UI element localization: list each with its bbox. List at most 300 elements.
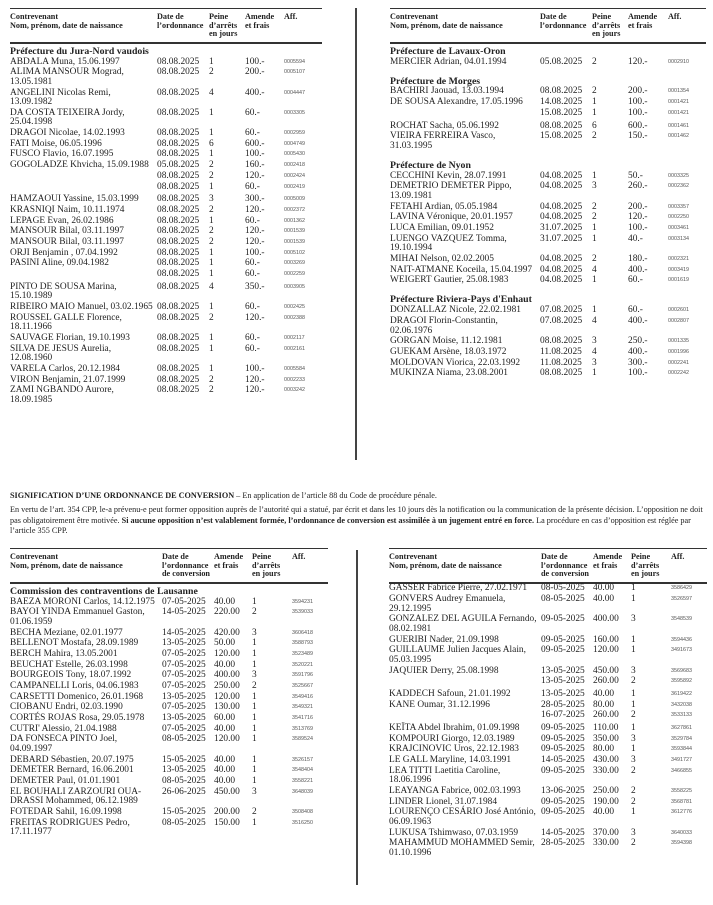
entry-col3: 3 <box>252 627 257 638</box>
entry-aff: 0003269 <box>284 260 305 267</box>
entry-aff: 0002388 <box>284 314 305 321</box>
entry-aff: 0002117 <box>284 334 305 341</box>
entry-aff: 3533133 <box>671 712 692 719</box>
entry-col3: 350.- <box>245 281 265 292</box>
entry-date: 09-05-2025 <box>541 765 585 776</box>
entry-aff: 3606418 <box>292 629 313 636</box>
entry-date: 08.08.2025 <box>157 258 200 269</box>
contrevenant-name: VIEIRA FERREIRA Vasco, 31.03.1995 <box>390 131 496 151</box>
entry-aff: 3627861 <box>671 725 692 732</box>
entry-date: 13-06-2025 <box>541 786 585 797</box>
entry-date: 08.08.2025 <box>157 107 200 118</box>
entry-aff: 0005430 <box>284 151 305 158</box>
entry-aff: 0004447 <box>284 89 305 96</box>
table-row <box>10 302 322 313</box>
entry-aff: 0002242 <box>668 370 689 377</box>
table-row <box>10 660 328 671</box>
section-title: Commission des contraventions de Lausanne <box>10 585 198 597</box>
contrevenant-name <box>10 171 157 182</box>
table-row <box>10 671 328 682</box>
entry-col3: 2 <box>252 680 257 691</box>
entry-col2: 4 <box>592 264 597 275</box>
entry-col3: 1 <box>252 817 257 828</box>
contrevenant-name: KANE Oumar, 31.12.1996 <box>389 699 490 710</box>
table-row <box>390 276 706 287</box>
entry-col2: 40.00 <box>593 594 615 605</box>
entry-col2: 1 <box>209 363 214 374</box>
entry-col3: 1 <box>252 691 257 702</box>
entry-date: 08.08.2025 <box>157 343 200 354</box>
contrevenant-name: WEIGERT Gautier, 25.08.1983 <box>390 275 509 286</box>
entry-col2: 1 <box>209 128 214 139</box>
section-heading <box>390 152 706 171</box>
header-label: Contrevenant <box>390 12 439 21</box>
contrevenant-name: VIRON Benjamin, 21.07.1999 <box>10 374 126 385</box>
table-row <box>10 313 322 333</box>
entry-col2: 250.00 <box>214 680 240 691</box>
entry-date: 15.08.2025 <box>540 107 583 118</box>
contrevenant-name: GUEKAM Arsène, 18.03.1972 <box>390 346 507 357</box>
entry-col2: 420.00 <box>214 627 240 638</box>
header-label: Peine <box>592 12 612 21</box>
entry-date: 14-05-2025 <box>162 607 206 618</box>
entry-aff: 0005594 <box>284 58 305 65</box>
table-row <box>10 195 322 206</box>
header-peine <box>592 9 628 43</box>
entry-col3: 1 <box>631 645 636 656</box>
entry-col2: 1 <box>592 170 597 181</box>
entry-date: 07-05-2025 <box>162 680 206 691</box>
entry-aff: 3595892 <box>671 678 692 685</box>
entry-col3: 100.- <box>245 56 265 67</box>
contrevenant-name: ALIMA MANSOUR Mograd, 13.05.1981 <box>10 67 124 87</box>
entry-col3: 60.- <box>245 302 260 312</box>
entry-aff: 3523489 <box>292 650 313 657</box>
table-row <box>390 132 706 152</box>
entry-aff: 3591796 <box>292 672 313 679</box>
table-row <box>389 635 707 646</box>
entry-col3: 1 <box>631 688 636 699</box>
entry-aff: 3619422 <box>671 690 692 697</box>
entry-aff: 0001996 <box>668 348 689 355</box>
entry-date: 08.08.2025 <box>157 385 200 396</box>
entry-date: 08.08.2025 <box>157 170 200 181</box>
header-label: Peine <box>252 552 272 561</box>
entry-date: 09-05-2025 <box>541 796 585 807</box>
entry-date: 04.08.2025 <box>540 181 583 192</box>
entry-date: 08.08.2025 <box>157 204 200 215</box>
entry-date: 28-05-2025 <box>541 838 585 849</box>
entry-date: 07-05-2025 <box>162 670 206 681</box>
contrevenant-name: MERCIER Adrian, 04.01.1994 <box>390 56 507 67</box>
section-title: Préfecture de Morges <box>390 75 481 87</box>
entry-col3: 120.- <box>245 236 265 247</box>
entry-col3: 1 <box>252 776 257 787</box>
entry-date: 09-05-2025 <box>541 723 585 734</box>
table-row <box>10 205 322 216</box>
table-jura-nord-vaudois <box>10 8 322 406</box>
contrevenant-name: CARSETTI Domenico, 26.01.1968 <box>10 691 144 702</box>
contrevenant-name: KRAJCINOVIC Uros, 22.12.1983 <box>389 744 519 755</box>
contrevenant-name: KRASNIQI Naim, 10.11.1974 <box>10 204 125 215</box>
contrevenant-name: JAQUIER Derry, 25.08.1998 <box>389 665 499 676</box>
contrevenant-name: KADDECH Safoun, 21.01.1992 <box>389 688 511 699</box>
notice-title-rest: – En application de l’article 88 du Code de procédure pénale. <box>234 491 437 500</box>
entry-col3: 2 <box>631 765 636 776</box>
entry-date: 31.07.2025 <box>540 223 583 233</box>
table-row <box>10 608 328 628</box>
header-amende <box>593 549 631 583</box>
entry-col3: 250.- <box>628 336 648 347</box>
entry-date: 08.08.2025 <box>540 368 583 379</box>
contrevenant-name: BOURGEOIS Tony, 18.07.1992 <box>10 670 132 681</box>
entry-aff: 0003305 <box>284 109 305 116</box>
entry-aff: 0002321 <box>668 255 689 262</box>
contrevenant-name <box>390 108 540 121</box>
entry-aff: 0002233 <box>284 376 305 383</box>
entry-col2: 450.00 <box>214 786 240 797</box>
table-row <box>390 202 706 213</box>
entry-col3: 1 <box>252 702 257 713</box>
table-row <box>10 282 322 302</box>
header-label: Contrevenant <box>10 12 59 21</box>
entry-date: 05.08.2025 <box>157 160 200 171</box>
header-label: et frais <box>214 560 239 570</box>
entry-col3: 200.- <box>245 67 265 78</box>
table-row <box>10 818 328 838</box>
entry-col3: 100.- <box>628 223 648 233</box>
contrevenant-name: LE GALL Maryline, 14.03.1991 <box>389 755 512 766</box>
header-label: de conversion <box>162 569 210 579</box>
entry-date: 08.08.2025 <box>540 86 583 97</box>
entry-col2: 330.00 <box>593 838 619 849</box>
header-label: l’ordonnance <box>540 20 587 30</box>
contrevenant-name <box>389 711 541 724</box>
header-date <box>540 9 592 43</box>
contrevenant-name: LUENGO VAZQUEZ Tomma, 19.10.1994 <box>390 233 507 254</box>
entry-aff: 3526597 <box>671 596 692 603</box>
entry-col3: 2 <box>631 676 636 687</box>
table-row <box>389 756 707 767</box>
entry-date: 11.08.2025 <box>540 357 582 368</box>
entry-date: 09-05-2025 <box>541 807 585 818</box>
contrevenant-name: LINDER Lionel, 31.07.1984 <box>389 796 498 807</box>
entry-date: 26-06-2025 <box>162 786 206 797</box>
contrevenant-name: LEA TITTI Laetitia Caroline, 18.06.1996 <box>389 765 501 786</box>
notice-heading <box>10 491 710 502</box>
entry-col2: 2 <box>592 201 597 212</box>
section-heading <box>390 43 706 57</box>
table-row <box>10 182 322 195</box>
notice-text: En vertu de l’art. 354 CPP, le-a prévenu-e peut former opposition auprès de l’autorité qui a statué, par écrit et dans les 10 jours dès la notification ou la communication de la présente décision. L’opposition ne doit pas obligatoirement être motivée. <box>10 504 703 525</box>
header-label: en jours <box>631 569 660 579</box>
contrevenant-name: GONZALEZ DEL AGUILA Fernando, 08.02.1981 <box>389 614 537 634</box>
table-row <box>10 787 328 807</box>
table-row <box>10 248 322 259</box>
entry-aff: 3549416 <box>292 693 313 700</box>
header-label: Aff. <box>292 552 306 561</box>
entry-col2: 120.00 <box>214 691 240 702</box>
entry-col2: 2 <box>592 86 597 97</box>
entry-date: 08.08.2025 <box>157 226 200 237</box>
entry-col2: 2 <box>592 56 597 67</box>
header-label: Contrevenant <box>10 552 59 561</box>
entry-col2: 6 <box>592 120 597 131</box>
entry-col2: 80.00 <box>593 699 615 710</box>
entry-col2: 1 <box>209 181 214 192</box>
entry-col3: 600.- <box>245 138 265 149</box>
entry-aff: 3569683 <box>671 667 692 674</box>
entry-date: 31.07.2025 <box>540 233 583 244</box>
table-row <box>389 615 707 635</box>
table-row <box>389 711 707 724</box>
entry-date: 08.08.2025 <box>540 120 583 131</box>
contrevenant-name: CUTRI' Alessio, 21.04.1988 <box>10 723 117 734</box>
entry-date: 08.08.2025 <box>157 138 200 149</box>
entry-aff: 0003325 <box>668 172 689 179</box>
table-header <box>10 549 328 583</box>
entry-col2: 120.00 <box>214 734 240 745</box>
contrevenant-name: FETAHI Ardian, 05.05.1984 <box>390 201 498 212</box>
entry-col3: 60.- <box>245 269 260 280</box>
header-date <box>157 9 209 43</box>
table-row <box>389 723 707 734</box>
entry-col2: 40.00 <box>214 659 236 670</box>
entry-col3: 3 <box>252 786 257 797</box>
table-row <box>390 213 706 224</box>
entry-col3: 2 <box>252 607 257 618</box>
table-row <box>390 265 706 276</box>
contrevenant-name: FUSCO Flavio, 16.07.1995 <box>10 149 114 160</box>
contrevenant-name: GONVERS Audrey Emanuela, 29.12.1995 <box>389 594 506 614</box>
table-row <box>389 839 707 859</box>
contrevenant-name <box>10 182 157 195</box>
entry-date: 08.08.2025 <box>157 181 200 192</box>
entry-aff: 3612776 <box>671 809 692 816</box>
header-label: en jours <box>592 29 621 39</box>
entry-aff: 0001462 <box>668 133 689 140</box>
entry-col2: 200.00 <box>214 807 240 818</box>
entry-col3: 1 <box>631 723 636 734</box>
entry-date: 14-05-2025 <box>162 627 206 638</box>
table-header <box>390 9 706 43</box>
entry-col3: 1 <box>252 754 257 765</box>
entry-date: 07.08.2025 <box>540 315 583 326</box>
table-header <box>10 9 322 43</box>
entry-date: 07-05-2025 <box>162 723 206 734</box>
entry-col3: 60.- <box>245 258 260 269</box>
entry-aff: 3568781 <box>671 798 692 805</box>
header-aff <box>671 549 707 583</box>
contrevenant-name: GORGAN Moise, 11.12.1981 <box>390 336 503 347</box>
entry-col2: 2 <box>592 131 597 142</box>
table-row <box>390 358 706 369</box>
entry-col3: 50.- <box>628 170 643 181</box>
entry-aff: 3594231 <box>292 598 313 605</box>
contrevenant-name: DEMETER Paul, 01.01.1901 <box>10 776 121 787</box>
entry-aff: 0003461 <box>668 225 689 231</box>
entry-col2: 1 <box>209 343 214 354</box>
entry-col3: 120.- <box>245 374 265 385</box>
entry-col2: 450.00 <box>593 665 619 676</box>
entry-col2: 400.00 <box>593 614 619 625</box>
entry-col2: 4 <box>592 315 597 326</box>
entry-aff: 0004749 <box>284 140 305 147</box>
contrevenant-name: MIHAI Nelson, 02.02.2005 <box>390 253 494 264</box>
entry-aff: 0002910 <box>668 58 689 65</box>
entry-date: 11.08.2025 <box>540 346 582 357</box>
table-row <box>10 681 328 692</box>
table-row <box>390 98 706 109</box>
entry-aff: 0003242 <box>284 387 305 394</box>
entry-aff: 0001461 <box>668 122 689 129</box>
contrevenant-name: DE SOUSA Alexandre, 17.05.1996 <box>390 97 523 108</box>
contrevenant-name: LOURENÇO CESÁRIO José António, 06.09.1963 <box>389 807 536 828</box>
header-contrevenant <box>389 549 541 583</box>
entry-aff: 0002959 <box>284 130 305 137</box>
contrevenant-name: ORJI Benjamin , 07.04.1992 <box>10 247 118 258</box>
table-header <box>389 549 707 583</box>
header-aff <box>668 9 706 43</box>
entry-date: 04.08.2025 <box>540 264 583 275</box>
entry-col2: 110.00 <box>593 723 619 734</box>
contrevenant-name: MANSOUR Bilal, 03.11.1997 <box>10 236 124 247</box>
entry-aff: 0001619 <box>668 277 689 284</box>
entry-col3: 100.- <box>628 107 648 118</box>
table-row <box>10 216 322 227</box>
contrevenant-name: BAEZA MORONI Carlos, 14.12.1975 <box>10 596 155 607</box>
entry-col2: 330.00 <box>593 765 619 776</box>
entry-date: 14-05-2025 <box>541 755 585 766</box>
entry-col2: 190.00 <box>593 796 619 807</box>
entry-date: 04.08.2025 <box>540 275 583 286</box>
entry-col3: 2 <box>631 786 636 797</box>
entry-aff: 0002250 <box>668 214 689 221</box>
entry-aff: 3516250 <box>292 819 313 826</box>
table-row <box>389 583 707 595</box>
entry-col3: 3 <box>631 733 636 744</box>
header-label: Amende <box>628 12 658 21</box>
header-contrevenant <box>390 9 540 43</box>
entry-date: 09-05-2025 <box>541 614 585 625</box>
entry-col2: 2 <box>592 253 597 264</box>
entry-col2: 260.00 <box>593 676 619 687</box>
contrevenant-name: FREITAS RODRIGUES Pedro, 17.11.1977 <box>10 817 130 838</box>
entry-col2: 2 <box>209 160 214 171</box>
contrevenant-name: EL BOUHALI ZARZOURI OUA-DRASSI Mohammed, 06.12.1989 <box>10 786 142 807</box>
entry-col3: 1 <box>631 699 636 710</box>
header-label: Amende <box>214 552 244 561</box>
entry-date: 09-05-2025 <box>541 744 585 755</box>
header-date <box>162 549 214 583</box>
entry-col2: 80.00 <box>593 744 615 755</box>
entry-aff: 3594398 <box>671 840 692 847</box>
header-aff <box>284 9 322 43</box>
entry-col3: 1 <box>252 734 257 745</box>
entry-date: 08.08.2025 <box>157 332 200 343</box>
entry-date: 04.08.2025 <box>540 212 583 223</box>
entry-date: 16-07-2025 <box>541 710 585 721</box>
contrevenant-name: ANGELINI Nicolas Remi, 13.09.1982 <box>10 87 111 108</box>
entry-date: 07-05-2025 <box>162 648 206 659</box>
table-row <box>10 227 322 238</box>
entry-col2: 120.00 <box>593 645 619 656</box>
table-row <box>10 766 328 777</box>
header-peine <box>631 549 671 583</box>
entry-aff: 0001539 <box>284 228 305 235</box>
entry-date: 07.08.2025 <box>540 305 583 316</box>
contrevenant-name: ZAMI NGBANDO Aurore, 18.09.1985 <box>10 385 114 405</box>
entry-aff: 3588793 <box>292 640 313 647</box>
contrevenant-name: MUKINZA Niama, 23.08.2001 <box>390 368 508 379</box>
table-row <box>10 171 322 182</box>
contrevenant-name: ROCHAT Sacha, 05.06.1992 <box>390 120 499 131</box>
entry-col3: 60.- <box>245 181 260 192</box>
contrevenant-name: CIOBANU Endri, 02.03.1990 <box>10 702 123 713</box>
header-label: l’ordonnance <box>162 560 209 570</box>
entry-date: 14.08.2025 <box>540 97 583 108</box>
entry-col3: 60.- <box>245 128 260 139</box>
entry-date: 13-05-2025 <box>541 676 585 687</box>
entry-col3: 1 <box>631 583 636 594</box>
entry-col2: 150.00 <box>214 817 240 828</box>
entry-col3: 400.- <box>628 315 648 326</box>
header-label: Date de <box>541 552 568 561</box>
entry-col3: 150.- <box>628 131 648 142</box>
header-label: Contrevenant <box>389 552 438 561</box>
entry-col3: 2 <box>252 807 257 818</box>
entry-col2: 1 <box>209 269 214 280</box>
section-heading <box>10 583 328 597</box>
entry-date: 15-05-2025 <box>162 754 206 765</box>
contrevenant-name: GUERIBI Nader, 21.09.1998 <box>389 634 499 645</box>
table-conversion-lausanne-1 <box>10 548 328 838</box>
entry-aff: 0005584 <box>284 365 305 372</box>
entry-date: 14-05-2025 <box>541 827 585 838</box>
table-row <box>389 734 707 745</box>
entry-date: 08.08.2025 <box>157 247 200 258</box>
entry-col2: 1 <box>209 302 214 312</box>
header-label: Aff. <box>284 12 298 21</box>
table-row <box>390 223 706 234</box>
table-row <box>389 689 707 700</box>
entry-date: 08.08.2025 <box>157 281 200 292</box>
entry-col2: 1 <box>592 97 597 108</box>
table-row <box>10 724 328 735</box>
entry-col2: 50.00 <box>214 638 236 649</box>
contrevenant-name: LUCA Emilian, 09.01.1952 <box>390 223 494 233</box>
table-row <box>10 150 322 161</box>
entry-aff: 0001362 <box>284 217 305 224</box>
table-row <box>10 237 322 248</box>
entry-col3: 120.- <box>245 170 265 181</box>
entry-col2: 6 <box>209 138 214 149</box>
entry-aff: 0002601 <box>668 307 689 314</box>
entry-aff: 3548539 <box>671 616 692 623</box>
entry-aff: 3640033 <box>671 829 692 836</box>
section-title: Préfecture de Lavaux-Oron <box>390 45 506 57</box>
entry-col3: 1 <box>252 765 257 776</box>
entry-aff: 3491673 <box>671 647 692 654</box>
header-label: et frais <box>245 20 270 30</box>
entry-aff: 0005009 <box>284 196 305 203</box>
entry-aff: 3539033 <box>292 609 313 616</box>
section-title: Préfecture Riviera-Pays d'Enhaut <box>390 294 532 306</box>
table-row <box>390 234 706 254</box>
entry-date: 13-05-2025 <box>162 638 206 649</box>
entry-date: 08.08.2025 <box>540 336 583 347</box>
header-label: et frais <box>593 560 618 570</box>
